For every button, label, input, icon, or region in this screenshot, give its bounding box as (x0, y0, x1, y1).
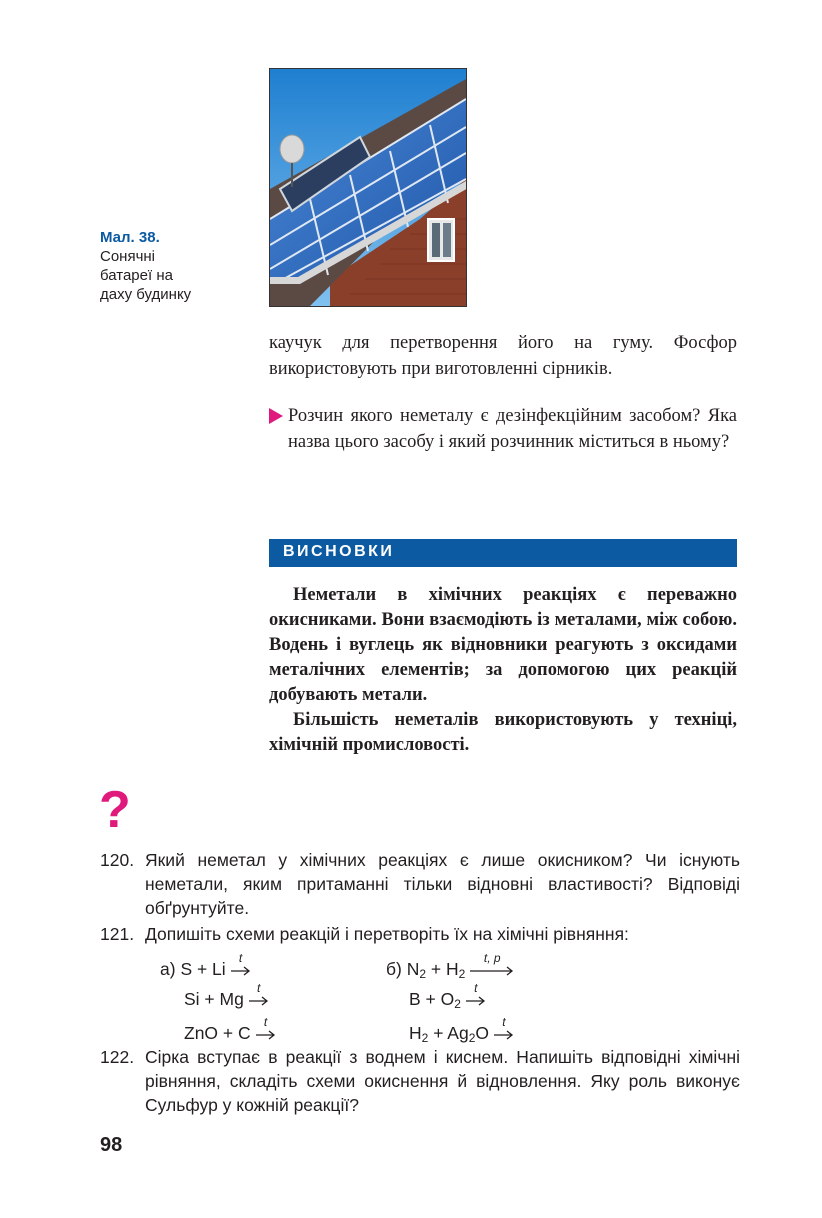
intro-paragraph: каучук для перетворення його на гуму. Фосфор використовують при виготовленні сірників. (269, 333, 737, 379)
question-text: Розчин якого неметалу є дезінфекційним засобом? Яка назва цього засобу і який розчинник міститься в ньому? (288, 406, 737, 452)
reaction-arrow-icon (466, 981, 486, 1006)
scheme-a3 (184, 1015, 276, 1045)
scheme-text: ZnO + C (184, 1023, 251, 1043)
arrow-condition: t (502, 1015, 506, 1029)
caption-line: даху будинку (100, 286, 192, 303)
solar-roof-illustration (270, 69, 466, 306)
scheme-b1 (386, 951, 514, 981)
conclusion-paragraph: Більшість неметалів використовують у техніці, хімічній промисловості. (269, 710, 737, 755)
scheme-b2 (409, 981, 486, 1011)
scheme-text: + Ag (428, 1023, 469, 1043)
scheme-text: S + Li (180, 959, 226, 979)
task-number: 121. (100, 924, 135, 944)
solar-panels-photo (269, 68, 467, 307)
arrow-condition: t, p (483, 951, 501, 965)
subscript: 2 (468, 1031, 476, 1045)
figure-number: Мал. 38. (100, 229, 160, 246)
reaction-arrow-icon (231, 951, 251, 976)
scheme-a2 (184, 981, 269, 1011)
task-number: 122. (100, 1047, 135, 1067)
question-mark-icon: ? (99, 781, 131, 839)
scheme-text: + H (426, 959, 459, 979)
question-block (269, 403, 737, 455)
subscript: 2 (421, 1031, 429, 1045)
scheme-label-b: б) (386, 959, 402, 979)
reaction-arrow-icon (256, 1015, 276, 1040)
arrow-condition: t (238, 951, 243, 965)
conclusion-paragraph: Неметали в хімічних реакціях є переважно окисниками. Вони взаємодіють із металами, між собою. Водень і вуглець як відновники реагують з оксидами металічних елементів; за допомогою цих реакцій добувають метали. (269, 585, 737, 705)
task-121 (100, 922, 740, 946)
arrow-condition: t (474, 981, 478, 995)
task-text: Який неметал у хімічних реакціях є лише окисником? Чи існують неметали, яким притаманні тільки відновні властивості? Відповіді обґрунтуйте. (145, 850, 740, 918)
conclusions-text (269, 583, 737, 758)
scheme-b3 (409, 1015, 514, 1045)
task-number: 120. (100, 850, 135, 870)
triangle-marker-icon (269, 408, 283, 424)
scheme-a1 (160, 951, 251, 981)
scheme-text: Si + Mg (184, 989, 244, 1009)
arrow-condition: t (257, 981, 261, 995)
task-122 (100, 1045, 740, 1117)
reaction-arrow-icon (249, 981, 269, 1006)
conclusions-heading-bar (269, 539, 737, 567)
page-number: 98 (100, 1134, 123, 1156)
conclusions-heading: ВИСНОВКИ (283, 543, 395, 560)
scheme-text: O (475, 1023, 490, 1043)
reaction-arrow-icon (494, 1015, 514, 1040)
subscript: 2 (454, 997, 461, 1011)
task-text: Допишіть схеми реакцій і перетворіть їх на хімічні рівняння: (145, 924, 629, 944)
figure-caption (100, 228, 260, 304)
scheme-text: N (406, 959, 420, 979)
task-text: Сірка вступає в реакції з воднем і киснем. Напишіть відповідні хімічні рівняння, складіть схеми окиснення й відновлення. Яку роль виконує Сульфур у кожній реакції? (145, 1047, 740, 1115)
caption-line: Сонячні (100, 248, 156, 265)
scheme-label-a: а) (160, 959, 176, 979)
subscript: 2 (458, 967, 466, 981)
reaction-arrow-icon (470, 951, 514, 976)
caption-line: батареї на (100, 267, 173, 284)
subscript: 2 (419, 967, 427, 981)
scheme-text: H (409, 1023, 422, 1043)
arrow-condition: t (263, 1015, 268, 1029)
scheme-text: B + O (409, 989, 455, 1009)
task-120 (100, 848, 740, 920)
